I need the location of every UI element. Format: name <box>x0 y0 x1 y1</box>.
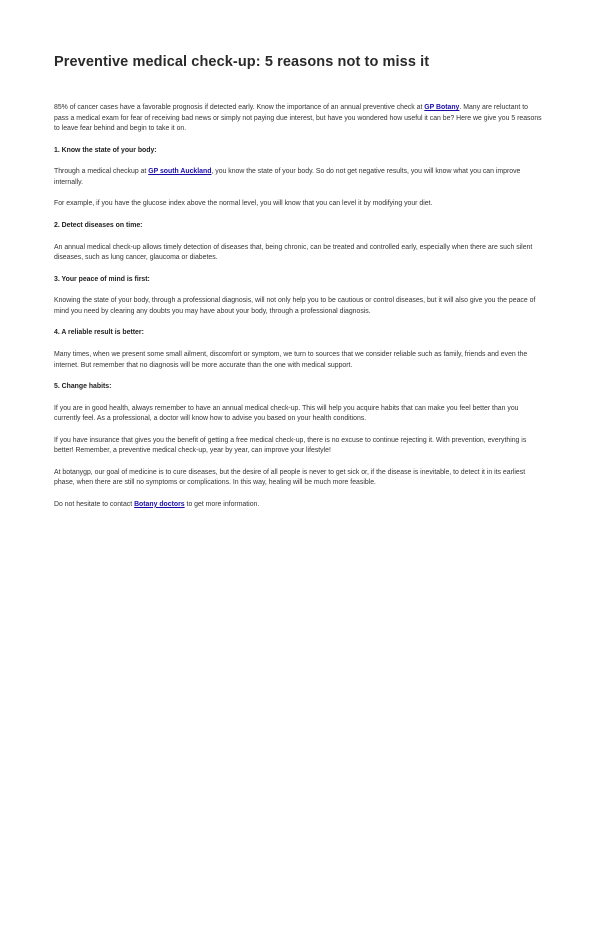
section-1-paragraph-2: For example, if you have the glucose index above the normal level, you will know that you can level it by modifying your diet. <box>54 200 433 208</box>
section-4-heading: 4. A reliable result is better: <box>54 329 144 337</box>
gp-south-auckland-link[interactable]: GP south Auckland <box>148 168 212 176</box>
page-title: Preventive medical check-up: 5 reasons not to miss it <box>54 54 430 70</box>
section-5-heading: 5. Change habits: <box>54 383 112 391</box>
section-1-paragraph-1: Through a medical checkup at GP south Auckland, you know the state of your body. So do not get negative results, you will know what you can improve internally. <box>54 168 521 186</box>
gp-botany-link[interactable]: GP Botany <box>424 104 460 111</box>
section-4-paragraph-1: Many times, when we present some small ailment, discomfort or symptom, we turn to sources that we consider reliable such as family, friends and even the internet. But remember that no diagnosis will be more accurate than the one with medical support. <box>54 351 528 369</box>
article-body <box>54 103 544 521</box>
closing-paragraph: Do not hesitate to contact Botany doctors to get more information. <box>54 500 260 508</box>
section-2-paragraph-1: An annual medical check-up allows timely detection of diseases that, being chronic, can be treated and controlled early, especially when there are such silent diseases, such as lung cancer, glaucoma or diabetes. <box>54 243 533 262</box>
section-5-paragraph-1: If you are in good health, always remember to have an annual medical check-up. This will help you acquire habits that can make you feel better than you currently feel. As a professional, a doctor will know how to advise you based on your health conditions. <box>54 404 519 423</box>
section-3-paragraph-1: Knowing the state of your body, through a professional diagnosis, will not only help you to be cautious or control diseases, but it will also give you the peace of mind you need by clearing any doubts you may have about your body, through a professional diagnosis. <box>54 297 536 315</box>
section-5-paragraph-3: At botanygp, our goal of medicine is to cure diseases, but the desire of all people is never to get sick or, if the disease is inevitable, to detect it in its earliest phase, when there are still no symptoms or complications. In this way, healing will be much more feasible. <box>54 468 526 487</box>
section-3-heading: 3. Your peace of mind is first: <box>54 275 150 283</box>
section-1-heading: 1. Know the state of your body: <box>54 146 157 154</box>
intro-paragraph: 85% of cancer cases have a favorable prognosis if detected early. Know the importance of an annual preventive check at GP Botany. Many are reluctant to pass a medical exam for fear of receiving bad news or simply not paying due interest, but have you wondered how useful it can be? Here we give you 5 reasons to leave fear behind and begin to take it on. <box>54 104 542 133</box>
section-5-paragraph-2: If you have insurance that gives you the benefit of getting a free medical check-up, there is no excuse to continue rejecting it. With prevention, everything is better! Remember, a preventive medical check-up, year by year, can improve your lifestyle! <box>54 436 527 455</box>
section-2-heading: 2. Detect diseases on time: <box>54 221 143 229</box>
botany-doctors-link[interactable]: Botany doctors <box>134 500 185 508</box>
